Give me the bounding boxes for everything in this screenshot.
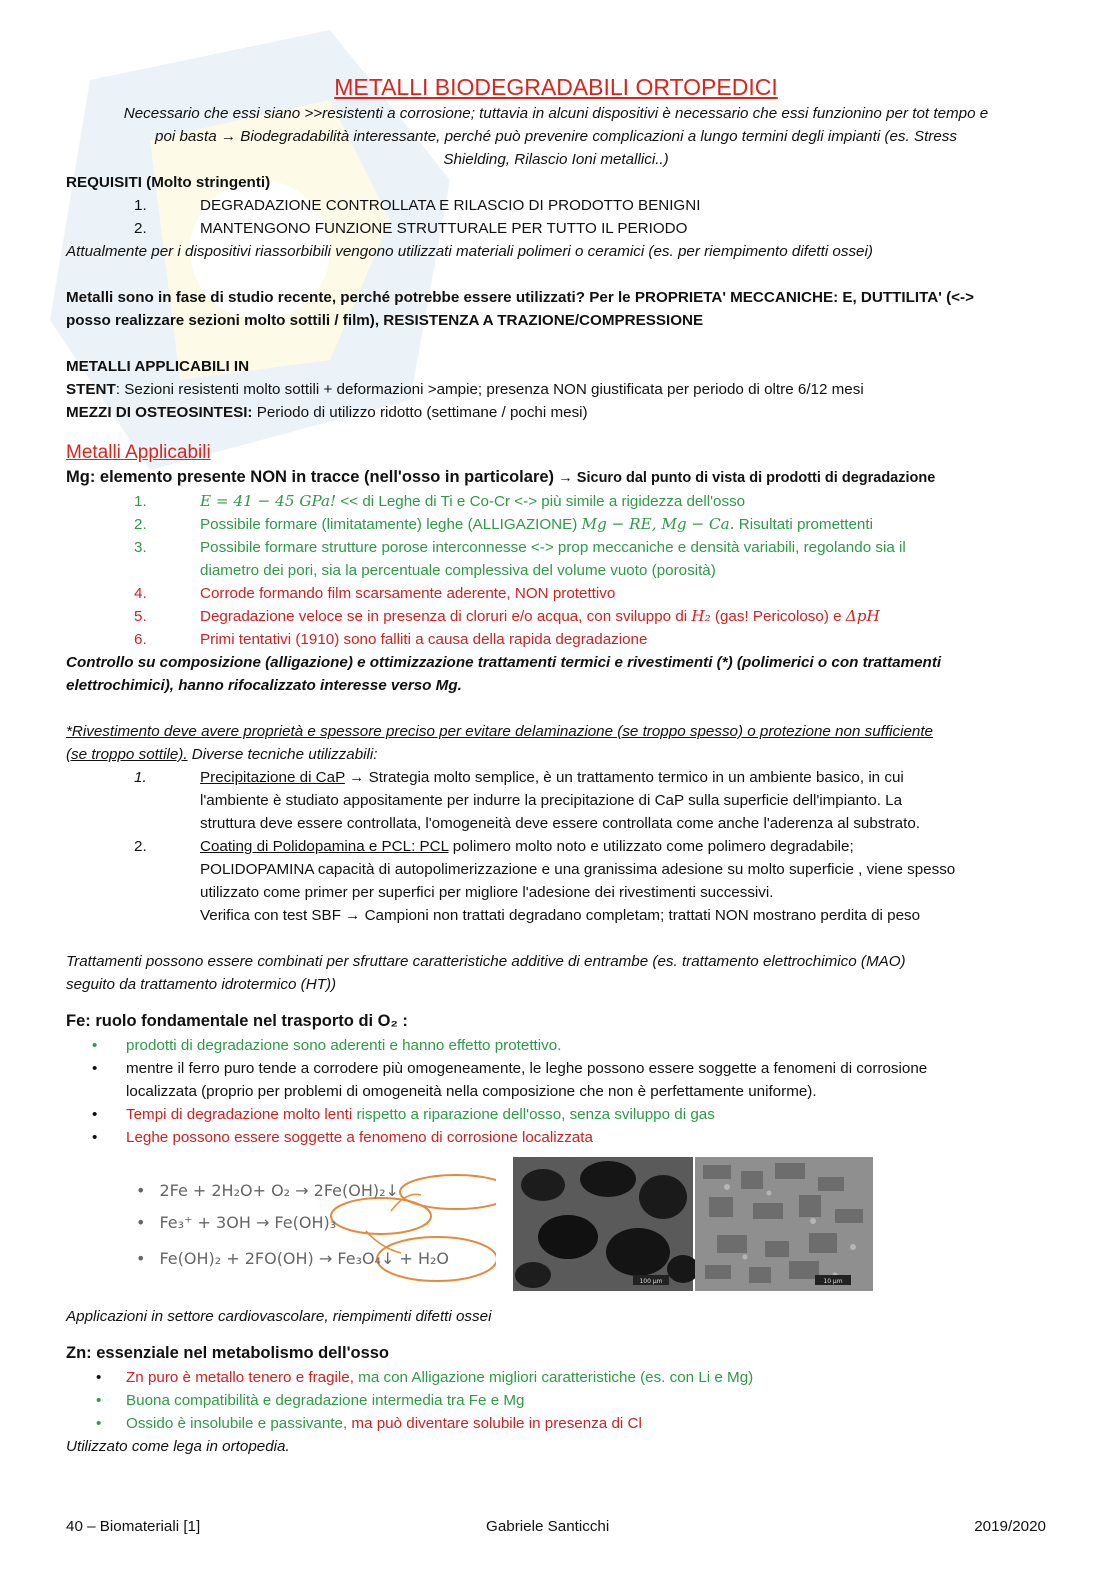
item-text: Buona compatibilità e degradazione intermedia tra Fe e Mg xyxy=(126,1392,525,1409)
applicabili-heading: METALLI APPLICABILI IN xyxy=(66,358,250,375)
item-text: utilizzato come primer per superfici per migliore l'adesione dei rivestimenti successivi. xyxy=(200,884,774,901)
item-math: Mg − RE, Mg − Ca. xyxy=(581,515,735,533)
item-text-green: Ossido è insolubile e passivante, xyxy=(126,1415,348,1432)
fe-heading: Fe: ruolo fondamentale nel trasporto di O₂ : xyxy=(66,1012,408,1030)
list-item xyxy=(66,1412,1046,1435)
item-text: Primi tentativi (1910) sono falliti a causa della rapida degradazione xyxy=(200,631,648,648)
item-text-green: ma con Alligazione migliori caratteristiche (es. con Li e Mg) xyxy=(353,1369,754,1386)
footer-author: Gabriele Santicchi xyxy=(486,1518,610,1535)
stent-text: : Sezioni resistenti molto sottili + deformazioni >ampie; presenza NON giustificata per periodo di oltre 6/12 mesi xyxy=(115,381,864,398)
item-text-red: Tempi di degradazione molto lenti xyxy=(126,1106,353,1123)
item-label: Precipitazione di CaP xyxy=(200,769,345,786)
item-text: << di Leghe di Ti e Co-Cr <-> più simile a rigidezza dell'osso xyxy=(336,493,746,510)
page-title: METALLI BIODEGRADABILI ORTOPEDICI xyxy=(334,74,778,100)
item-number: 1. xyxy=(134,493,147,510)
equation-1: • 2Fe + 2H₂O+ O₂ → 2Fe(OH)₂↓ xyxy=(136,1181,399,1200)
zn-closing: Utilizzato come lega in ortopedia. xyxy=(66,1438,290,1455)
section-title: Metalli Applicabili xyxy=(66,442,211,463)
item-text: Possibile formare strutture porose interconnesse <-> prop meccaniche e densità variabili, regolando sia il xyxy=(200,539,906,556)
item-number: 2. xyxy=(134,838,147,855)
trattamenti-line-2: seguito da trattamento idrotermico (HT)) xyxy=(66,976,337,993)
intro-line-3: Shielding, Rilascio Ioni metallici..) xyxy=(443,151,669,168)
item-text: Corrode formando film scarsamente aderente, NON protettivo xyxy=(200,585,616,602)
item-text: Verifica con test SBF → Campioni non trattati degradano completam; trattati NON mostrano perdita di peso xyxy=(200,907,921,924)
item-number: 3. xyxy=(134,539,147,556)
zn-heading: Zn: essenziale nel metabolismo dell'osso xyxy=(66,1344,390,1362)
rivestimento-line-2 xyxy=(66,743,1046,766)
reaction-equations xyxy=(136,1173,496,1293)
list-item xyxy=(66,1057,1046,1103)
item-number: 2. xyxy=(134,220,147,237)
footer-page-info: 40 – Biomateriali [1] xyxy=(66,1518,201,1535)
item-number: 5. xyxy=(134,608,147,625)
bullet: • xyxy=(92,1060,98,1077)
item-label: Coating di Polidopamina e PCL: PCL xyxy=(200,838,449,855)
item-text: Degradazione veloce se in presenza di cloruri e/o acqua, con sviluppo di xyxy=(200,608,692,625)
sem-micrographs xyxy=(513,1157,873,1291)
list-item xyxy=(66,490,1046,513)
item-text: DEGRADAZIONE CONTROLLATA E RILASCIO DI PRODOTTO BENIGNI xyxy=(200,197,701,214)
list-item xyxy=(66,628,1046,651)
controllo-line-2: elettrochimici), hanno rifocalizzato interesse verso Mg. xyxy=(66,677,462,694)
stent-line xyxy=(66,378,1046,401)
list-item xyxy=(66,1366,1046,1389)
item-text: → Strategia molto semplice, è un trattamento termico in un ambiente basico, in cui xyxy=(344,769,904,786)
equation-3: • Fe(OH)₂ + 2FO(OH) → Fe₃O₄↓ + H₂O xyxy=(136,1249,449,1268)
list-item xyxy=(66,605,1046,628)
item-text-2: (gas! Pericoloso) e xyxy=(710,608,846,625)
item-text-cont: localizzata (proprio per problemi di omogeneità nella composizione che non è perfettamente uniforme). xyxy=(126,1083,817,1100)
item-math: H₂ xyxy=(691,607,711,625)
list-item xyxy=(66,217,1046,240)
bullet: • xyxy=(92,1106,98,1123)
item-text: mentre il ferro puro tende a corrodere più omogeneamente, le leghe possono essere soggette a fenomeni di corrosione xyxy=(126,1060,928,1077)
item-math: E = 41 − 45 GPa! xyxy=(200,492,337,510)
list-item xyxy=(66,766,1046,835)
item-text: Leghe possono essere soggette a fenomeno di corrosione localizzata xyxy=(126,1129,593,1146)
intro-line-1: Necessario che essi siano >>resistenti a corrosione; tuttavia in alcuni dispositivi è necessario che essi funzionino per tot tempo e xyxy=(123,105,989,122)
mezzi-text: Periodo di utilizzo ridotto (settimane / pochi mesi) xyxy=(252,404,588,421)
item-text-2: Risultati promettenti xyxy=(734,516,873,533)
list-item xyxy=(66,582,1046,605)
mg-heading xyxy=(66,466,1046,490)
bullet: • xyxy=(96,1369,102,1386)
list-item xyxy=(66,513,1046,536)
list-item xyxy=(66,1126,1046,1149)
item-number: 1. xyxy=(134,197,147,214)
item-number: 2. xyxy=(134,516,147,533)
item-text: POLIDOPAMINA capacità di autopolimerizzazione e una granissima adesione su molto superficie , viene spesso xyxy=(200,861,956,878)
item-text: prodotti di degradazione sono aderenti e hanno effetto protettivo. xyxy=(126,1037,562,1054)
mg-heading-text: Mg: elemento presente NON in tracce (nell'osso in particolare) xyxy=(66,468,555,486)
mezzi-label: MEZZI DI OSTEOSINTESI: xyxy=(66,404,253,421)
item-text-cont: diametro dei pori, sia la percentuale complessiva del volume vuoto (porosità) xyxy=(200,562,716,579)
item-number: 6. xyxy=(134,631,147,648)
bullet: • xyxy=(92,1129,98,1146)
document-body xyxy=(66,72,1046,1458)
fe-figure xyxy=(66,1155,1046,1305)
mezzi-line xyxy=(66,401,1046,424)
scale-label-left: 100 μm xyxy=(639,1278,663,1285)
list-item xyxy=(66,1103,1046,1126)
metalli-studio-line-2: posso realizzare sezioni molto sottili / film), RESISTENZA A TRAZIONE/COMPRESSIONE xyxy=(66,312,704,329)
mg-heading-tail: → Sicuro dal punto di vista di prodotti di degradazione xyxy=(558,470,936,486)
controllo-line-1: Controllo su composizione (alligazione) e ottimizzazione trattamenti termici e rivestimenti (*) (polimerici o con trattamenti xyxy=(66,654,942,671)
requisiti-heading: REQUISITI (Molto stringenti) xyxy=(66,174,271,191)
item-math-2: ΔpH xyxy=(845,607,880,625)
list-item xyxy=(66,835,1046,927)
list-item xyxy=(66,536,1046,582)
intro-line-2: poi basta → Biodegradabilità interessante, perché può prevenire complicazioni a lungo termini degli impianti (es. Stress xyxy=(155,128,957,145)
trattamenti-line-1: Trattamenti possono essere combinati per sfruttare caratteristiche additive di entrambe (es. trattamento elettrochimico (MAO) xyxy=(66,953,906,970)
metalli-studio-line-1: Metalli sono in fase di studio recente, perché potrebbe essere utilizzati? Per le PROPRIETA' MECCANICHE: E, DUTTILITA' (<-> xyxy=(66,289,974,306)
item-text-red: Zn puro è metallo tenero e fragile, xyxy=(126,1369,354,1386)
requisiti-note: Attualmente per i dispositivi riassorbibili vengono utilizzati materiali polimeri o ceramici (es. per riempimento difetti ossei) xyxy=(66,243,873,260)
equation-2: • Fe₃⁺ + 3OH → Fe(OH)₃ xyxy=(136,1213,337,1232)
bullet: • xyxy=(96,1415,102,1432)
footer-year: 2019/2020 xyxy=(974,1518,1046,1535)
item-text-green: rispetto a riparazione dell'osso, senza sviluppo di gas xyxy=(352,1106,715,1123)
scale-label-right: 10 μm xyxy=(823,1278,843,1285)
list-item xyxy=(66,194,1046,217)
item-text: MANTENGONO FUNZIONE STRUTTURALE PER TUTTO IL PERIODO xyxy=(200,220,688,237)
bullet: • xyxy=(92,1037,98,1054)
item-number: 4. xyxy=(134,585,147,602)
item-text-red: ma può diventare solubile in presenza di Cl xyxy=(347,1415,642,1432)
bullet: • xyxy=(96,1392,102,1409)
rivestimento-underlined: (se troppo sottile). xyxy=(66,746,188,763)
rivestimento-rest: Diverse tecniche utilizzabili: xyxy=(187,746,378,763)
item-text: l'ambiente è studiato appositamente per indurre la precipitazione di CaP sulla superficie dell'impianto. La xyxy=(200,792,903,809)
item-text: Possibile formare (limitatamente) leghe (ALLIGAZIONE) xyxy=(200,516,582,533)
list-item xyxy=(66,1034,1046,1057)
fe-applicazioni: Applicazioni in settore cardiovascolare, riempimenti difetti ossei xyxy=(66,1308,492,1325)
list-item xyxy=(66,1389,1046,1412)
stent-label: STENT xyxy=(66,381,116,398)
item-number: 1. xyxy=(134,769,147,786)
item-text: struttura deve essere controllata, l'omogeneità deve essere controllata come anche l'aderenza al substrato. xyxy=(200,815,921,832)
item-text: polimero molto noto e utilizzato come polimero degradabile; xyxy=(448,838,854,855)
rivestimento-line-1: *Rivestimento deve avere proprietà e spessore preciso per evitare delaminazione (se troppo spesso) o protezione non sufficiente xyxy=(66,723,934,740)
